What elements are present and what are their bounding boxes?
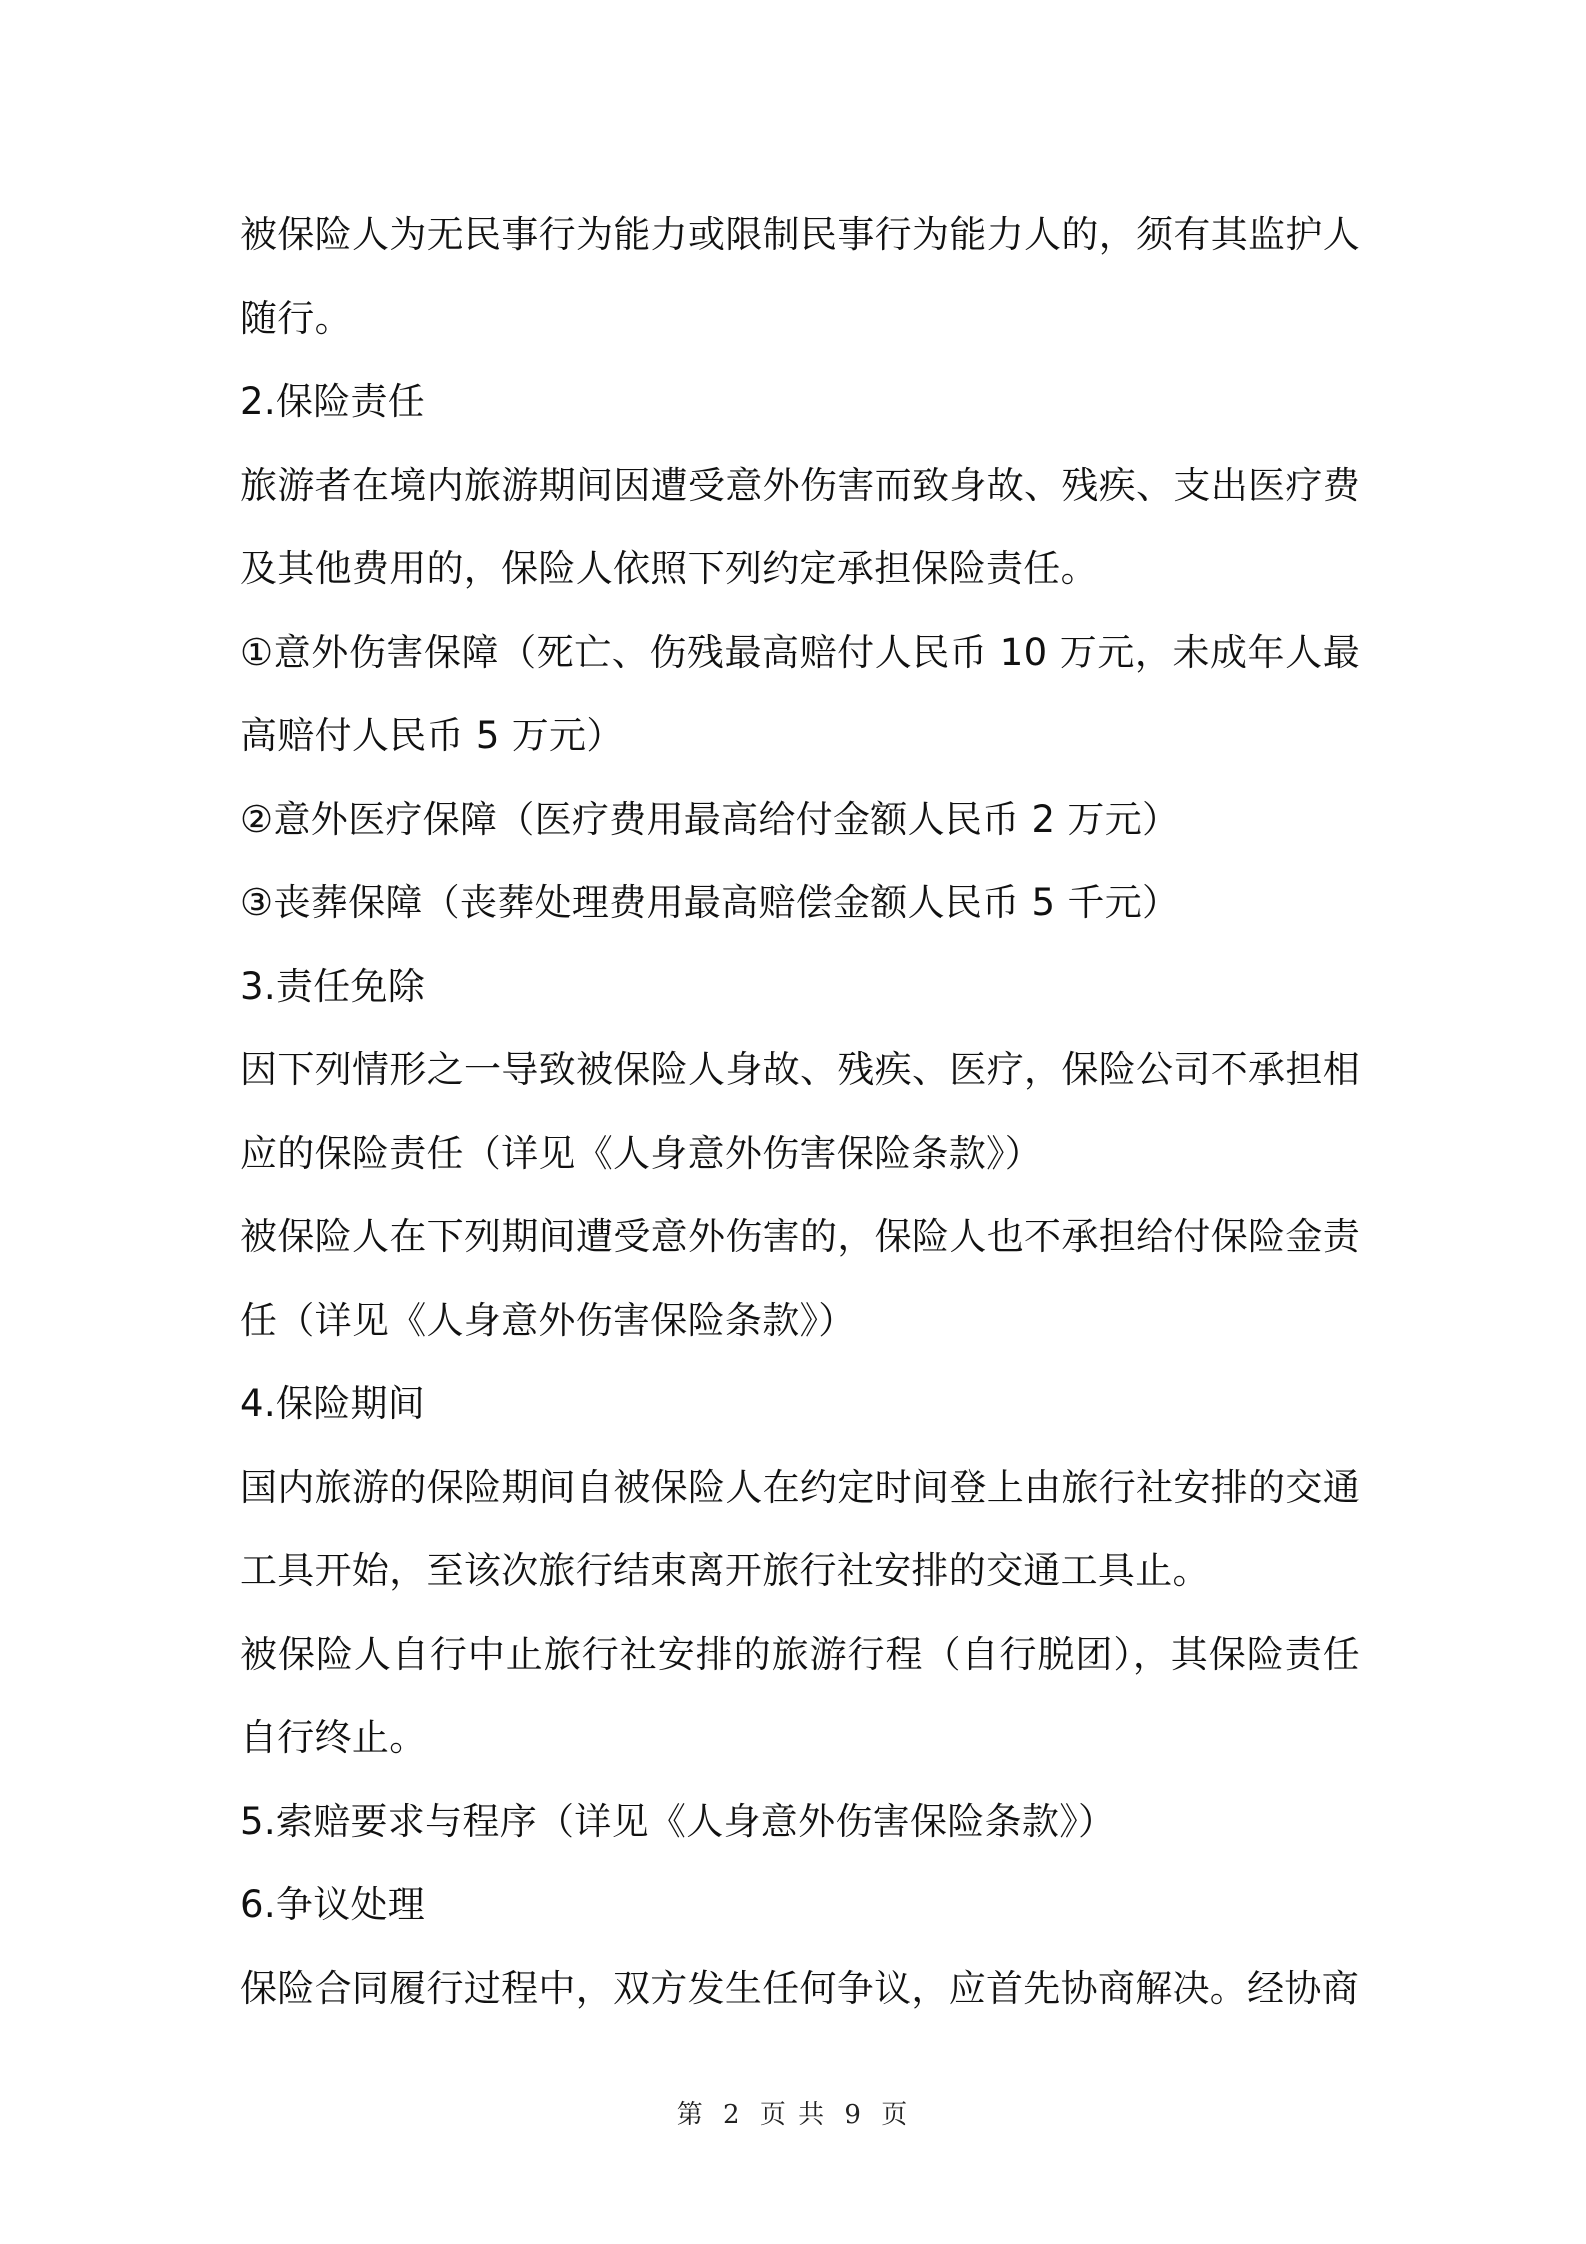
paragraph-liability-intro: 旅游者在境内旅游期间因遭受意外伤害而致身故、残疾、支出医疗费及其他费用的，保险人依照下列约定承担保险责任。 bbox=[240, 463, 1360, 590]
coverage-item-medical: ②意外医疗保障（医疗费用最高给付金额人民币 2 万元） bbox=[240, 797, 1180, 841]
section-heading-exclusions: 3.责任免除 bbox=[240, 964, 426, 1008]
document-body bbox=[240, 193, 1360, 2030]
footer-prefix: 第 bbox=[676, 2100, 705, 2130]
coverage-item-accident: ①意外伤害保障（死亡、伤残最高赔付人民币 10 万元，未成年人最高赔付人民币 5 万元） bbox=[240, 630, 1360, 757]
paragraph-period-1: 国内旅游的保险期间自被保险人在约定时间登上由旅行社安排的交通工具开始，至该次旅行结束离开旅行社安排的交通工具止。 bbox=[240, 1465, 1360, 1592]
section-heading-insurance-liability: 2.保险责任 bbox=[240, 380, 426, 423]
paragraph-guardian: 被保险人为无民事行为能力或限制民事行为能力人的，须有其监护人随行。 bbox=[240, 213, 1360, 340]
paragraph-period-2: 被保险人自行中止旅行社安排的旅游行程（自行脱团），其保险责任自行终止。 bbox=[240, 1632, 1360, 1759]
footer-total-pages: 9 bbox=[844, 2100, 863, 2130]
paragraph-disputes: 保险合同履行过程中，双方发生任何争议，应首先协商解决。经协商 bbox=[240, 1966, 1359, 2010]
section-heading-claims: 5.索赔要求与程序（详见《人身意外伤害保险条款》） bbox=[240, 1799, 1116, 1843]
footer-middle: 页 共 bbox=[759, 2100, 827, 2130]
page-footer bbox=[0, 2094, 1586, 2131]
footer-page-number: 2 bbox=[723, 2100, 742, 2130]
paragraph-exclusion-2: 被保险人在下列期间遭受意外伤害的，保险人也不承担给付保险金责任（详见《人身意外伤害保险条款》） bbox=[240, 1215, 1360, 1342]
paragraph-exclusion-1: 因下列情形之一导致被保险人身故、残疾、医疗，保险公司不承担相应的保险责任（详见《人身意外伤害保险条款》） bbox=[240, 1048, 1360, 1175]
footer-suffix: 页 bbox=[881, 2100, 910, 2130]
section-heading-disputes: 6.争议处理 bbox=[240, 1883, 426, 1926]
section-heading-insurance-period: 4.保险期间 bbox=[240, 1382, 426, 1425]
coverage-item-funeral: ③丧葬保障（丧葬处理费用最高赔偿金额人民币 5 千元） bbox=[240, 881, 1180, 924]
